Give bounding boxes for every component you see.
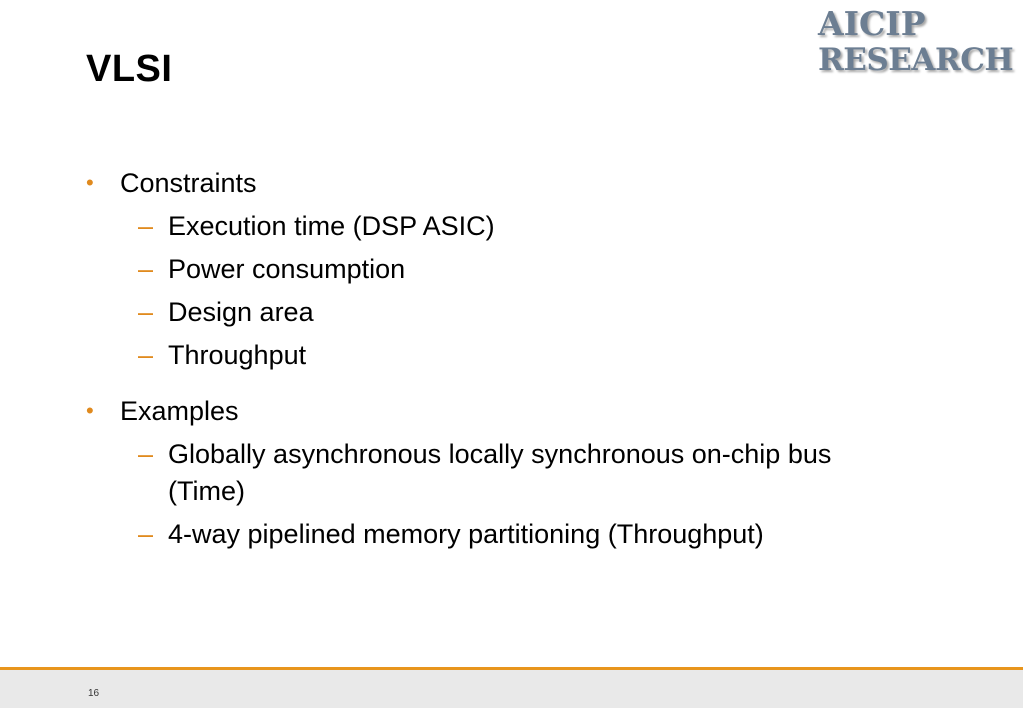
dash-icon: – [138, 211, 154, 241]
dash-icon: – [138, 439, 154, 469]
sub-item [86, 337, 906, 374]
footer-bar [0, 670, 1023, 708]
sub-item [86, 208, 906, 245]
slide-content [86, 164, 906, 553]
dash-icon: – [138, 340, 154, 370]
bullet-dot-icon: • [86, 170, 94, 195]
bullet-item [86, 392, 906, 430]
sub-item [86, 294, 906, 331]
bullet-item [86, 164, 906, 202]
sub-item-text: Power consumption [168, 254, 406, 284]
dash-icon: – [138, 254, 154, 284]
page-number: 16 [88, 688, 100, 699]
bullet-dot-icon: • [86, 398, 94, 423]
sub-item-text: Throughput [168, 340, 307, 370]
slide-title: VLSI [86, 48, 173, 90]
sub-item [86, 251, 906, 288]
sub-item-text: 4-way pipelined memory partitioning (Throughput) [168, 519, 764, 549]
bullet-group-examples [86, 392, 906, 553]
dash-icon: – [138, 297, 154, 327]
sub-item [86, 436, 906, 510]
sub-item [86, 516, 906, 553]
bullet-group-constraints [86, 164, 906, 374]
sub-item-text: Execution time (DSP ASIC) [168, 211, 495, 241]
sub-item-text: Design area [168, 297, 314, 327]
bullet-text: Constraints [120, 168, 257, 198]
logo-line-1: AICIP [818, 4, 926, 43]
dash-icon: – [138, 519, 154, 549]
logo-line-2: RESEARCH [818, 42, 1014, 78]
sub-item-text: Globally asynchronous locally synchronous on-chip bus (Time) [168, 439, 832, 506]
aicip-research-logo [818, 6, 1018, 82]
bullet-text: Examples [120, 396, 239, 426]
